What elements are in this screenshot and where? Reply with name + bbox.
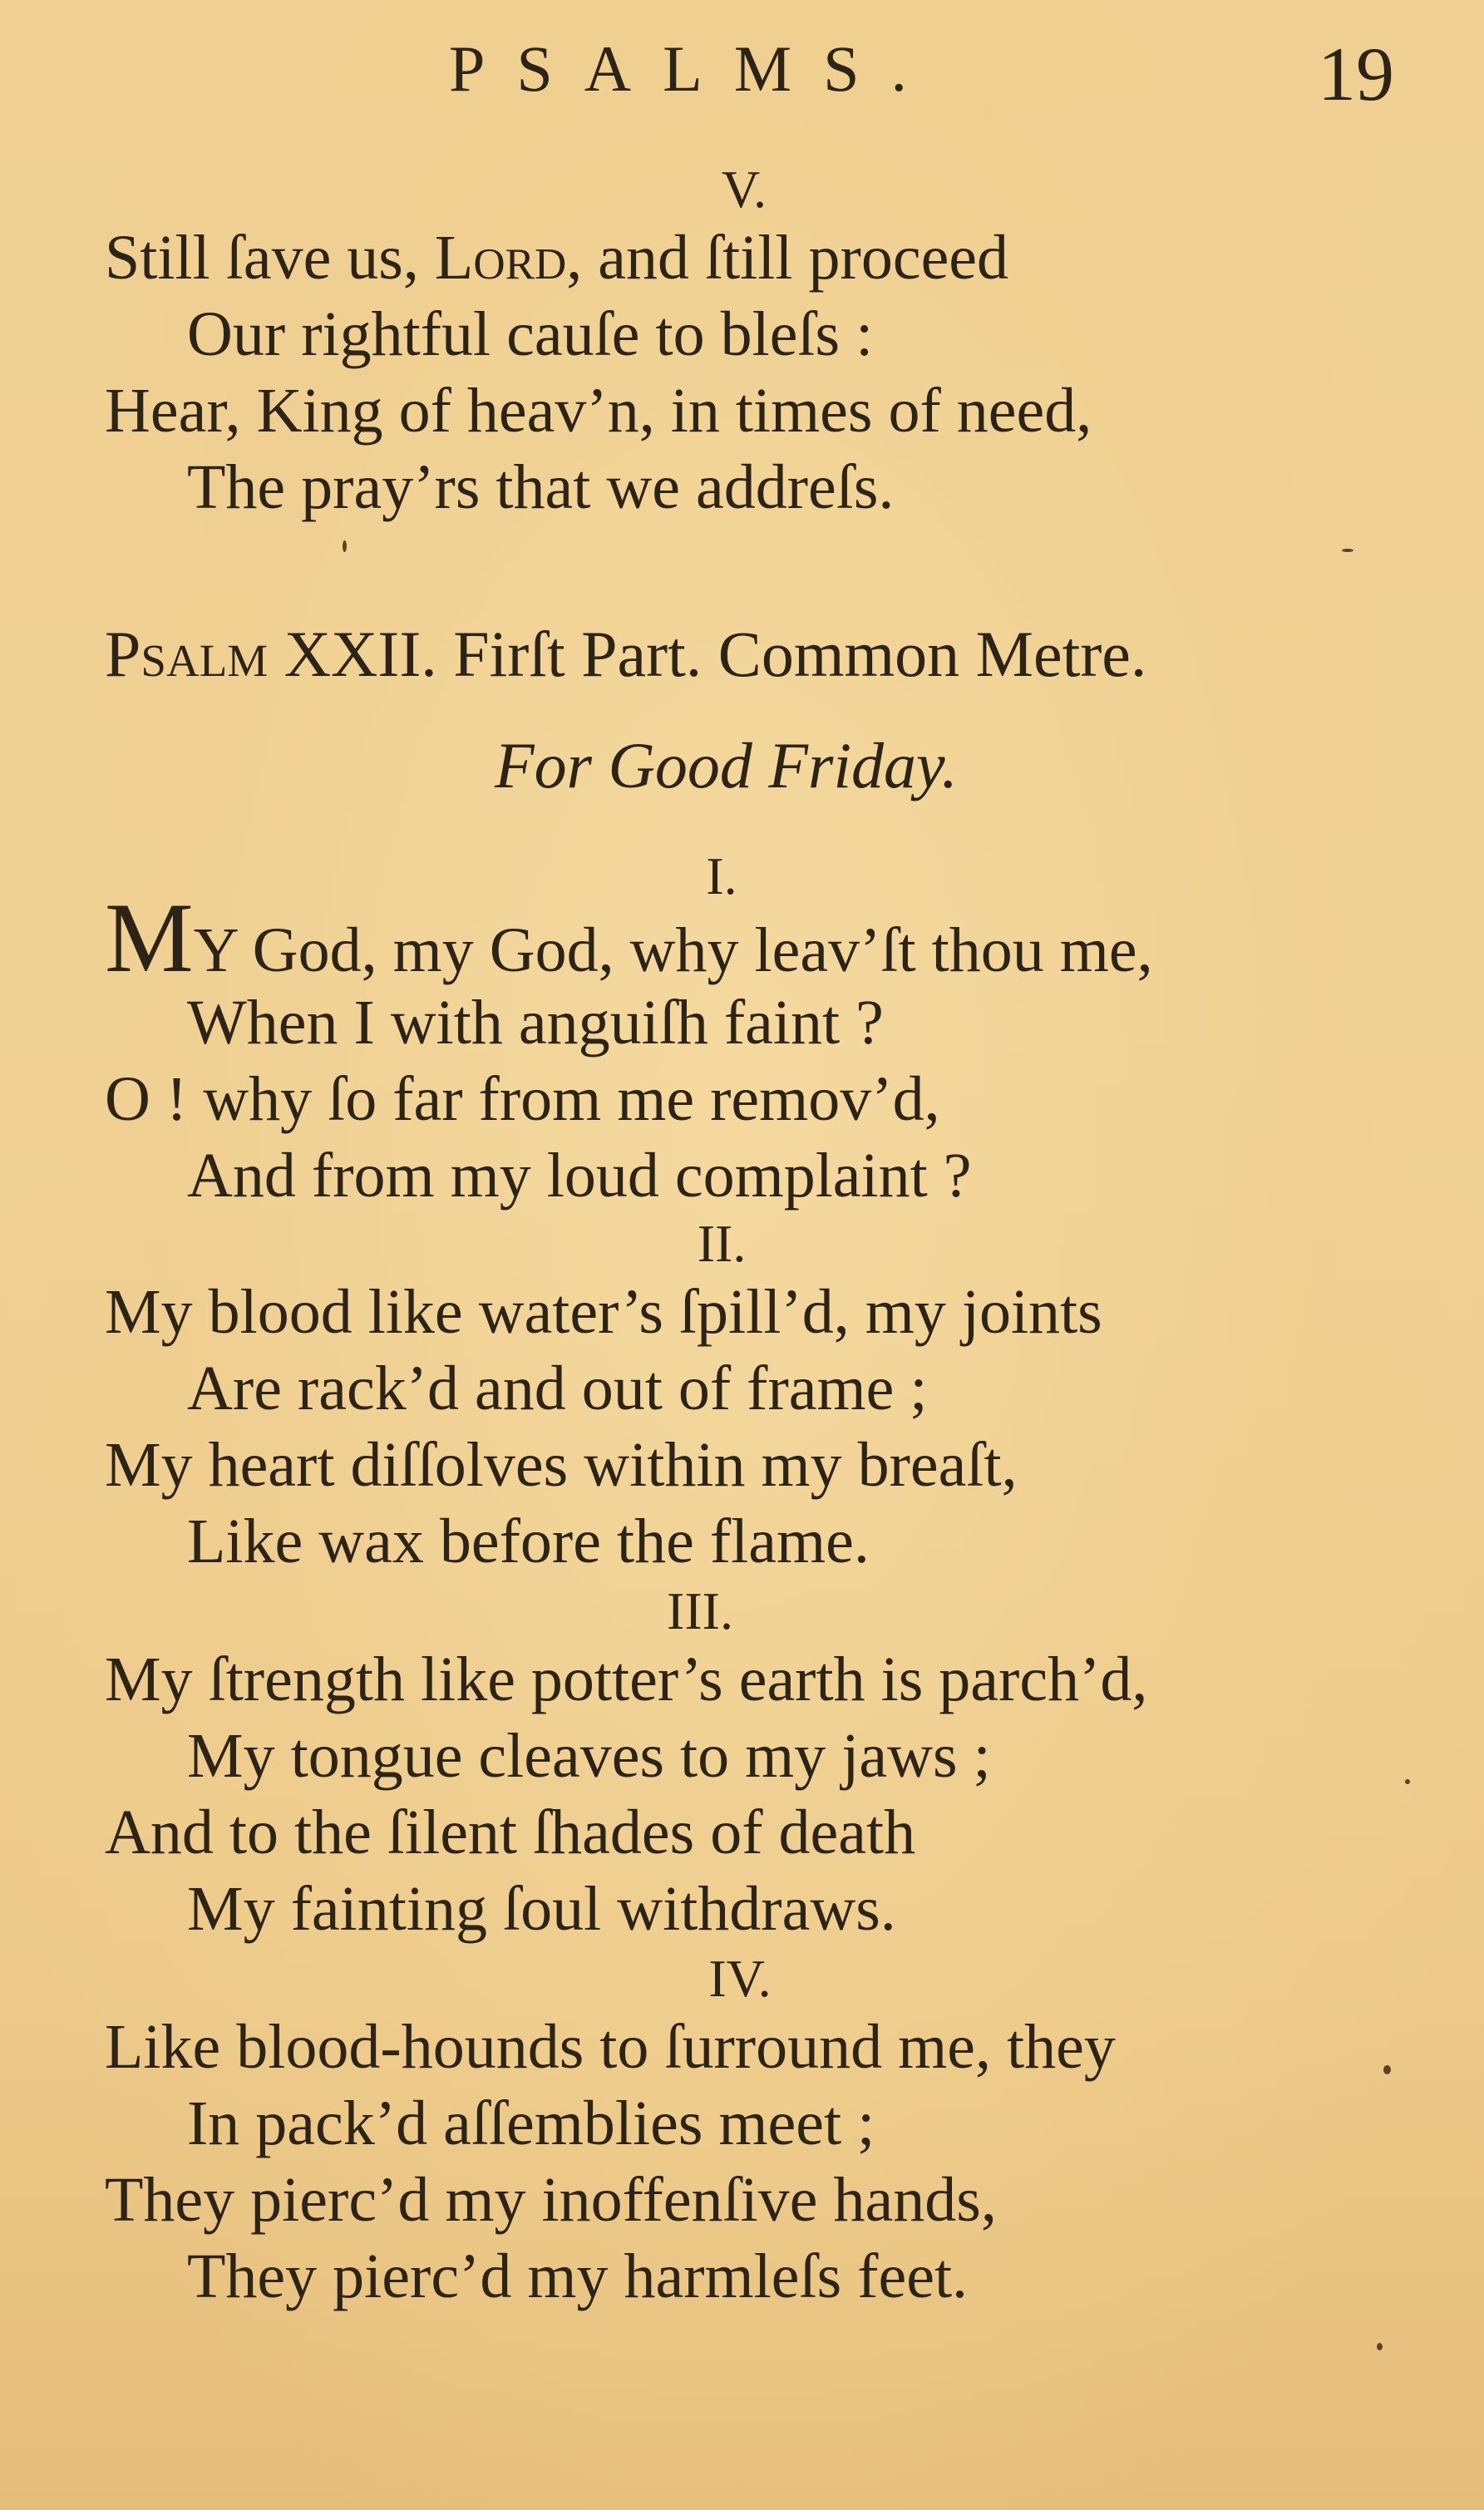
verse-line: My heart diſſolves within my breaſt,: [105, 1430, 1018, 1500]
verse-line: O ! why ſo far from me remov’d,: [105, 1064, 940, 1134]
ink-speck: [1342, 549, 1353, 552]
verse-line: They pierc’d my harmleſs feet.: [187, 2241, 969, 2311]
running-head: PSALMS.: [449, 32, 939, 105]
psalm-title: Psalm XXII. Firſt Part. Common Metre.: [105, 618, 1147, 690]
drop-capital: M: [105, 882, 194, 993]
verse-line: Our rightful cauſe to bleſs :: [187, 299, 874, 369]
verse-line: The pray’rs that we addreſs.: [187, 452, 895, 522]
verse-line: My fainting ſoul withdraws.: [187, 1874, 896, 1944]
verse-line: In pack’d aſſemblies meet ;: [187, 2088, 875, 2158]
stanza-numeral: I.: [706, 846, 737, 905]
verse-line-first: [105, 882, 1153, 993]
verse-line: Hear, King of heav’n, in times of need,: [105, 376, 1092, 446]
verse-line: They pierc’d my inoffenſive hands,: [105, 2165, 997, 2235]
verse-line: My ſtrength like potter’s earth is parch’d,: [105, 1645, 1148, 1714]
verse-line: When I with anguiſh faint ?: [187, 988, 884, 1058]
verse-line: And to the ſilent ſhades of death: [105, 1797, 916, 1867]
stanza-numeral: III.: [667, 1581, 733, 1640]
ink-speck: [343, 540, 347, 552]
ink-speck: [1383, 2065, 1391, 2074]
verse-line: Are rack’d and out of frame ;: [187, 1354, 928, 1423]
page-number: 19: [1318, 32, 1394, 116]
stanza-numeral: IV.: [708, 1949, 772, 2008]
verse-line: My tongue cleaves to my jaws ;: [187, 1721, 991, 1791]
verse-line-text: Y God, my God, why leav’ſt thou me,: [193, 915, 1153, 985]
verse-line: My blood like water’s ſpill’d, my joints: [105, 1277, 1102, 1347]
stanza-numeral: II.: [697, 1214, 747, 1273]
ink-speck: [1377, 2343, 1383, 2350]
verse-line: Like blood-hounds to ſurround me, they: [105, 2012, 1116, 2082]
stanza-numeral: V.: [722, 160, 767, 219]
psalm-occasion: For Good Friday.: [495, 729, 958, 801]
verse-line: And from my loud complaint ?: [187, 1141, 972, 1211]
ink-speck: [1405, 1779, 1410, 1784]
verse-line: Still ſave us, Lord, and ſtill proceed: [105, 223, 1009, 293]
verse-line: Like wax before the flame.: [187, 1506, 870, 1576]
